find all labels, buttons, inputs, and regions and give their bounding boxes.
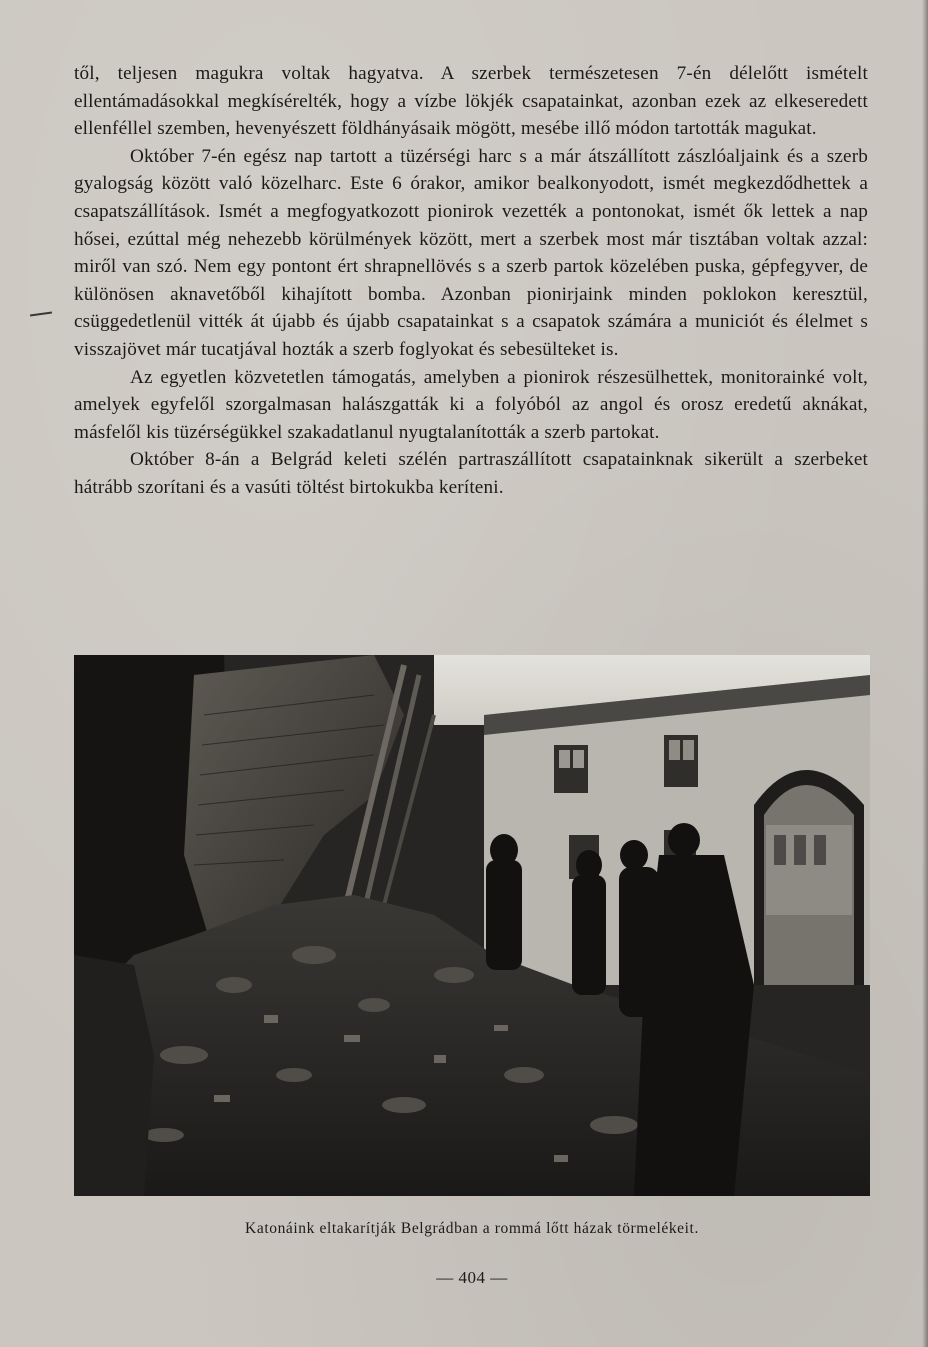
paragraph-monitors: Az egyetlen közvetetlen támogatás, amelyben a pionirok részesülhettek, monitorainké volt, amelyek egyfelől szorgalmasan halászgatták ki a folyóból az angol és orosz eredetű aknákat, másfelől kis tüzérségükkel szakadatlanul nyugtalanították a szerb partokat. — [74, 366, 868, 443]
paragraph-october-7: Október 7-én egész nap tartott a tüzérségi harc s a már átszállított zászlóaljaink és a szerb gyalogság között való közelharc. Este 6 órakor, amikor bealkonyodott, ismét megkezdődhettek a csapatszállítások. Ismét a megfogyatkozott pionirok vezették a pontonokat, ismét ők lettek a nap hősei, ezúttal még nehezebb körülmények között, mert a szerbek most már tisztában voltak azzal: miről van szó. Nem egy pontont ért shrapnellövés s a szerb partok közelében puska, gépfegyver, de különösen aknavetőből kihajított bomba. Azonban pionirjaink minden poklokon keresztül, csüggedetlenül vitték át újabb és újabb csapatainkat s a csapatok számára a municiót és élelmet s visszajövet már tucatjával hozták a szerb foglyokat és sebesülteket is. — [74, 145, 868, 360]
page-number: — 404 — — [436, 1268, 508, 1287]
paragraph-october-8: Október 8-án a Belgrád keleti szélén partraszállított csapatainknak sikerült a szerbeket hátrább szorítani és a vasúti töltést birtokukba keríteni. — [74, 449, 868, 498]
photo-caption: Katonáink eltakarítják Belgrádban a rommá lőtt házak törmelékeit. — [245, 1220, 699, 1237]
body-text — [74, 60, 868, 502]
page-edge-shadow — [922, 0, 928, 1347]
paragraph-continued: től, teljesen magukra voltak hagyatva. A szerbek természetesen 7-én délelőtt ismételt ellentámadásokkal megkísérelték, hogy a vízbe lökjék csapatainkat, azonban ezek az elkeseredett ellenféllel szemben, hevenyészett földhányásaik mögött, mesébe illő módon tartották magukat. — [74, 63, 868, 140]
rubble-photograph — [74, 655, 870, 1196]
margin-pencil-mark — [30, 311, 52, 316]
